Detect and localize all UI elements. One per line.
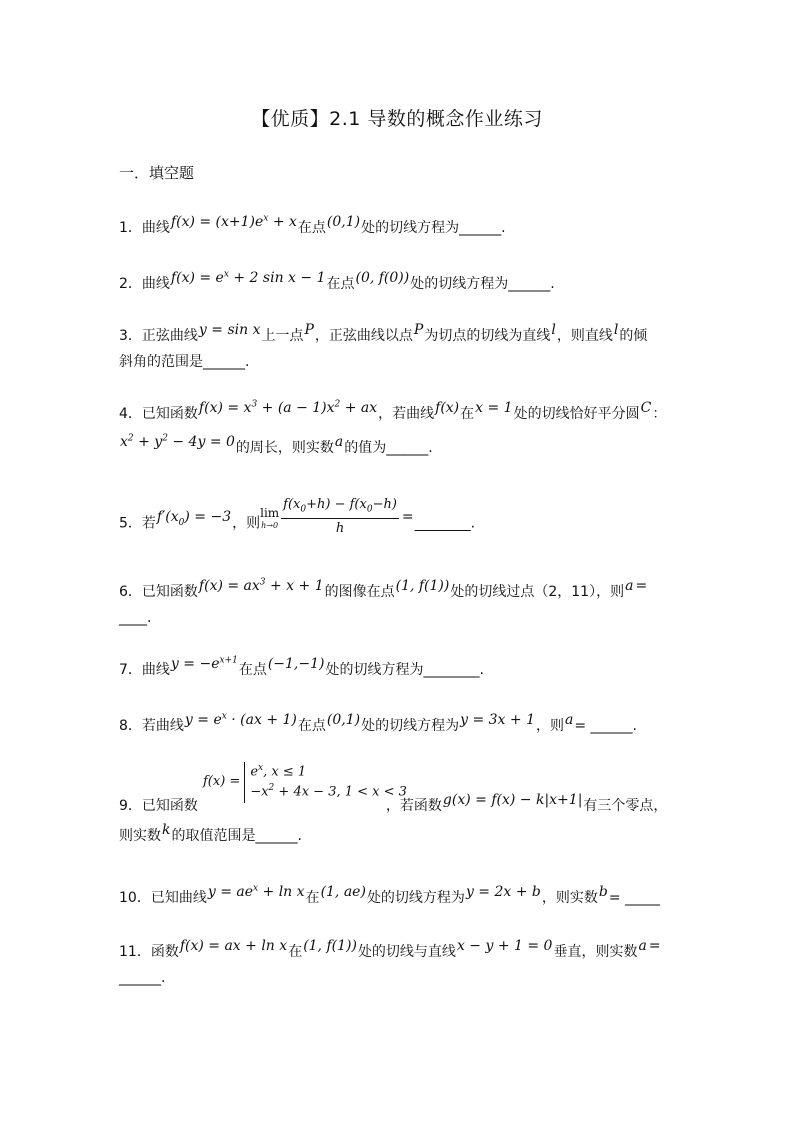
page-title: 【优质】2.1 导数的概念作业练习 <box>251 108 543 130</box>
question-10: 10．已知曲线$y = ae^x + \ln x$在(1, ae)处的切线方程为y = 2x + b，则实数b= _____ <box>119 883 661 906</box>
question-9: f(x) = $e^x$, x ≤ 1 $-x^2 + 4x - 3$, 1 < x < 3 9．已知函数 ，若函数g(x) = f(x) − k|x+1|有三个零点， 则实数k的取值范围是______. <box>119 763 668 845</box>
question-5: 5．若$f'(x_0) = -3$，则lim h→0 $\frac{f(x_0+h) - f(x_0-h)}{h}$ =________. <box>119 502 684 544</box>
question-2: 2．曲线$f(x) = e^x + 2$ sin x − 1在点(0, f(0))处的切线方程为______. <box>119 269 555 292</box>
section-heading: 一．填空题 <box>119 164 195 182</box>
question-1: 1．曲线$f(x) = (x+1)e^x + x$在点(0,1)处的切线方程为______. <box>119 213 506 236</box>
question-11: 11．函数f(x) = ax + ln x在(1, f(1))处的切线与直线x − y + 1 = 0垂直，则实数a = ______. <box>119 938 661 987</box>
piecewise-function: $e^x$, x ≤ 1 $-x^2 + 4x - 3$, 1 < x < 3 <box>244 762 407 803</box>
question-8: 8．若曲线$y = e^x \cdot (ax + 1)$在点(0,1)处的切线方程为y = 3x + 1，则a= ______. <box>119 711 637 734</box>
math: $f(x) = (x+1)e^x + x$ <box>170 213 297 230</box>
question-4: 4．已知函数$f(x) = x^3 + (a - 1)x^2$ + ax，若曲线f(x)在x = 1处的切线恰好平分圆C： $x^2 + y^2 - 4y = 0$的周长，则实数a的值为______. <box>119 399 667 457</box>
question-7: 7．曲线$y = -e^{x+1}$在点(−1,−1)处的切线方程为________. <box>119 655 484 678</box>
fraction: $\frac{f(x_0+h) - f(x_0-h)}{h}$ <box>283 497 397 536</box>
question-3: 3．正弦曲线y = sin x上一点P，正弦曲线以点P为切点的切线为直线l，则直线l的倾 斜角的范围是______. <box>119 322 648 371</box>
question-6: 6．已知函数$f(x) = ax^3 + x + 1$的图像在点(1, f(1))处的切线过点（2，11），则a = ____. <box>119 577 648 627</box>
limit: lim h→0 <box>260 505 280 530</box>
